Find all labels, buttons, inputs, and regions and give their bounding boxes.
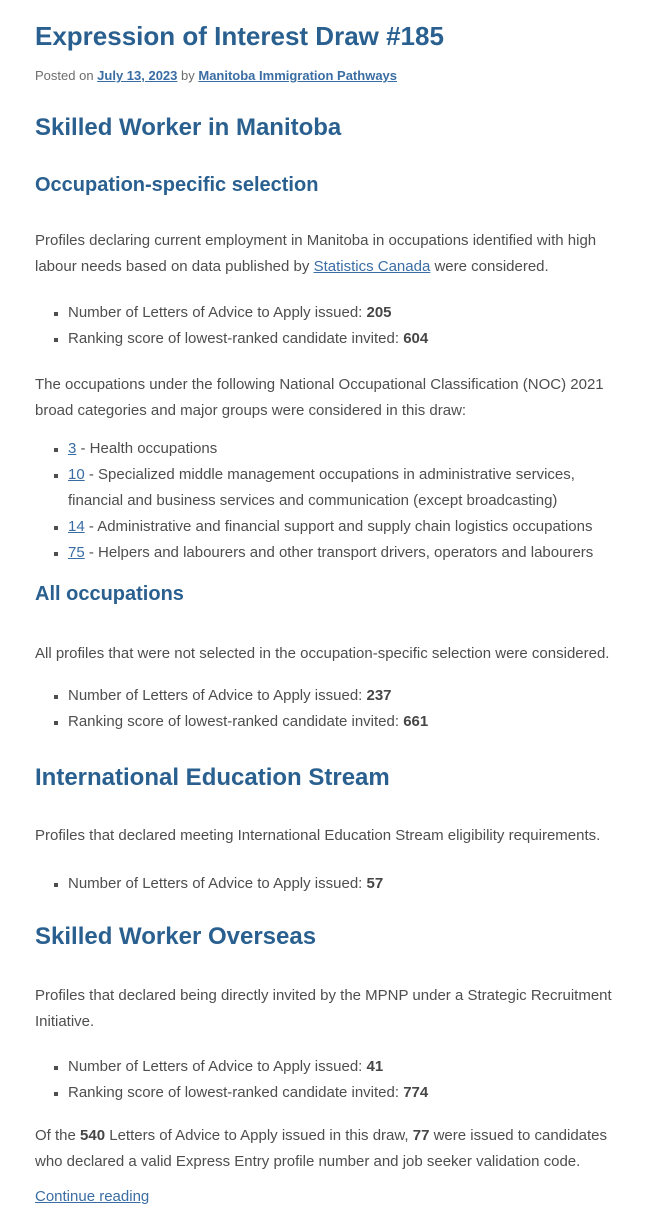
section-heading-international-education-stream: International Education Stream [35,764,390,791]
intro-text: Profiles declaring current employment in Manitoba in occupations identified with high labour needs based on data published by [35,232,597,275]
by-label: by [177,68,199,83]
total-loaa-value: 540 [80,1127,106,1144]
stat-item [68,326,619,352]
stat-label: Number of Letters of Advice to Apply issued: [68,687,367,704]
noc-intro-paragraph: The occupations under the following National Occupational Classification (NOC) 2021 broad categories and major groups were considered in this draw: [35,376,604,419]
occupation-specific-stats-list [35,300,619,352]
all-occupations-intro: All profiles that were not selected in the occupation-specific selection were considered. [35,645,610,662]
noc-item [68,436,619,462]
stat-item [68,1054,619,1080]
stat-label: Ranking score of lowest-ranked candidate invited: [68,713,404,730]
stat-item [68,300,619,326]
international-education-stats-list [35,871,619,897]
stat-item [68,1080,619,1106]
noc-label: - Helpers and labourers and other transport drivers, operators and labourers [84,544,594,561]
section-heading-skilled-worker-overseas: Skilled Worker Overseas [35,923,317,950]
noc-item [68,462,619,514]
stat-value: 57 [366,875,384,892]
stat-item [68,709,619,735]
stat-item [68,683,619,709]
express-entry-count-value: 77 [412,1127,430,1144]
noc-code-link[interactable]: 14 [68,518,85,535]
noc-item [68,540,619,566]
post-date-link[interactable]: July 13, 2023 [97,68,178,83]
international-education-intro: Profiles that declared meeting International Education Stream eligibility requirements. [35,827,601,844]
noc-categories-list [35,436,619,566]
skilled-worker-overseas-intro: Profiles that declared being directly invited by the MPNP under a Strategic Recruitment Initiative. [35,987,612,1030]
posted-on-label: Posted on [35,68,98,83]
stat-value: 237 [366,687,392,704]
subsection-heading-all-occupations: All occupations [35,583,184,605]
stat-label: Ranking score of lowest-ranked candidate invited: [68,330,404,347]
intro-text-end: were considered. [430,258,549,275]
stat-value: 41 [366,1058,384,1075]
stat-value: 661 [403,713,429,730]
draw-summary-paragraph [35,1123,619,1175]
noc-label: - Health occupations [76,440,218,457]
all-occupations-stats-list [35,683,619,735]
post-meta [35,67,619,85]
stat-label: Number of Letters of Advice to Apply issued: [68,1058,367,1075]
summary-text: were issued to candidates who declared a valid Express Entry profile number and job seeker validation code. [35,1127,608,1170]
summary-text: Letters of Advice to Apply issued in this draw, [105,1127,413,1144]
noc-item [68,514,619,540]
continue-reading-row [35,1184,619,1210]
noc-code-link[interactable]: 3 [68,440,77,457]
stat-value: 774 [403,1084,429,1101]
statistics-canada-link[interactable]: Statistics Canada [313,258,431,275]
section-heading-skilled-worker-manitoba: Skilled Worker in Manitoba [35,114,342,141]
stat-value: 205 [366,304,392,321]
stat-item [68,871,619,897]
page-title: Expression of Interest Draw #185 [35,21,444,51]
continue-reading-link[interactable]: Continue reading [35,1188,150,1205]
summary-text: Of the [35,1127,81,1144]
subsection-heading-occupation-specific: Occupation-specific selection [35,174,319,196]
skilled-worker-overseas-stats-list [35,1054,619,1106]
noc-code-link[interactable]: 75 [68,544,85,561]
noc-code-link[interactable]: 10 [68,466,85,483]
stat-label: Number of Letters of Advice to Apply issued: [68,875,367,892]
stat-value: 604 [403,330,429,347]
post-author-link[interactable]: Manitoba Immigration Pathways [198,68,398,83]
noc-label: - Specialized middle management occupations in administrative services, financial and business services and communication (except broadcasting) [68,466,575,509]
stat-label: Number of Letters of Advice to Apply issued: [68,304,367,321]
occupation-specific-intro [35,228,619,280]
noc-label: - Administrative and financial support and supply chain logistics occupations [84,518,593,535]
stat-label: Ranking score of lowest-ranked candidate invited: [68,1084,404,1101]
